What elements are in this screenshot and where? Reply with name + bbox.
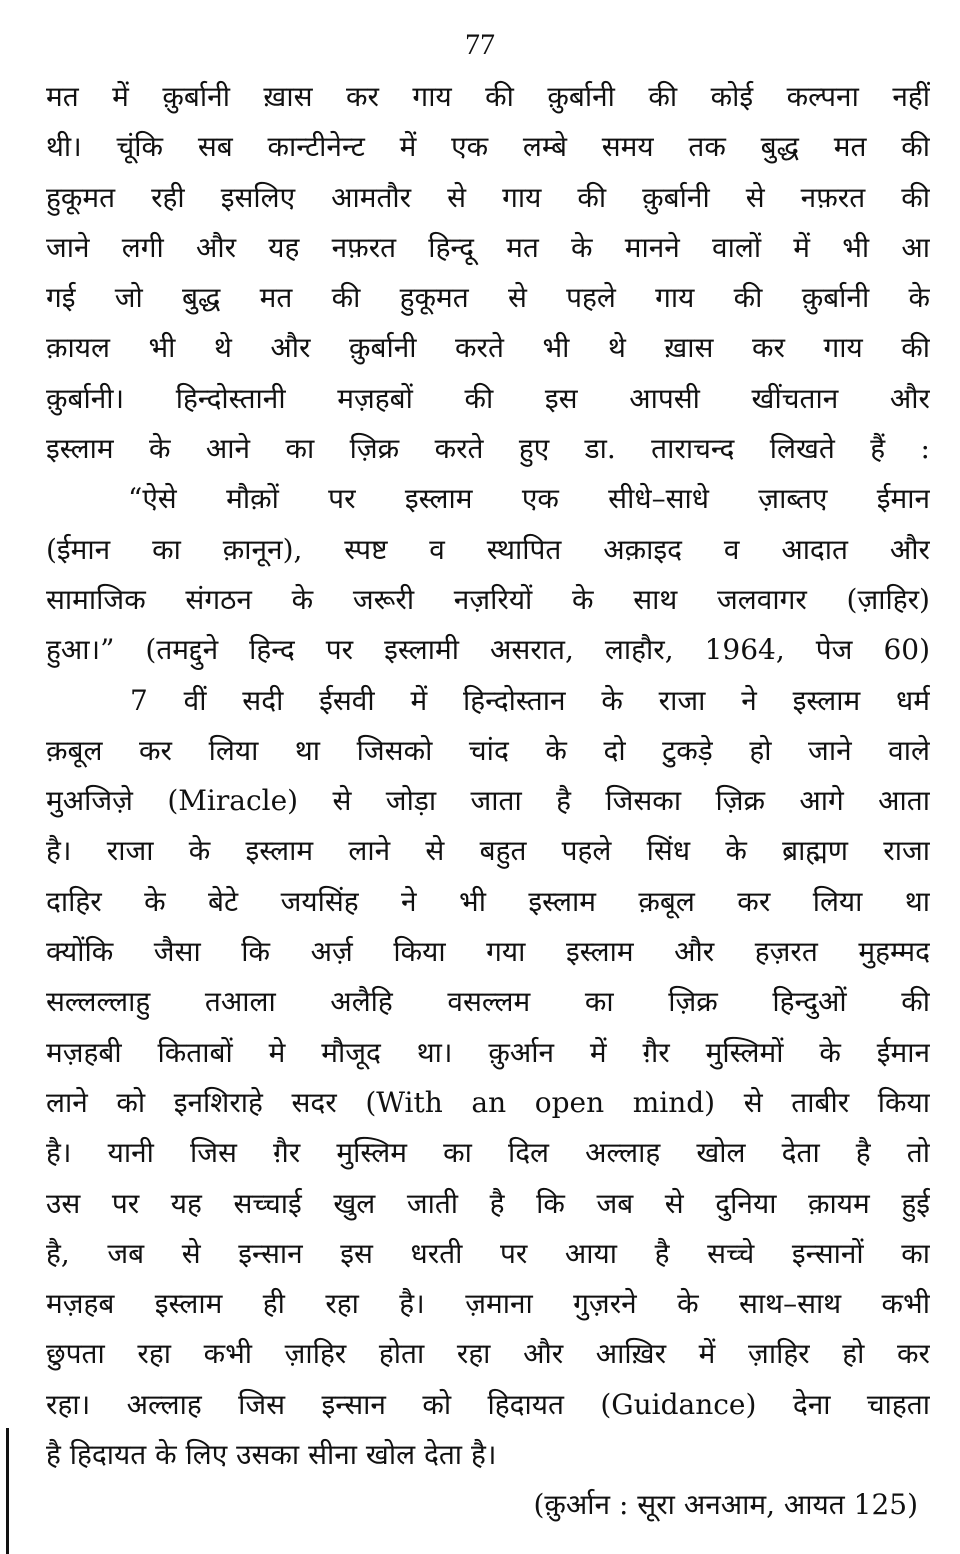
quote-line: सामाजिक संगठन के जरूरी नज़रियों के साथ जलवागर (ज़ाहिर) — [46, 582, 930, 616]
text-line: मत में क़ुर्बानी ख़ास कर गाय की क़ुर्बानी की कोई कल्पना नहीं — [46, 80, 930, 113]
paragraph-1 — [46, 72, 930, 474]
page-number: 77 — [465, 28, 495, 61]
text-line: उस पर यह सच्चाई खुल जाती है कि जब से दुनिया क़ायम हुई — [46, 1186, 930, 1220]
paragraph-2 — [46, 676, 930, 1481]
citation: (क़ुर्आन : सूरा अनआम, आयत 125) — [533, 1488, 918, 1522]
text-line: गई जो बुद्ध मत की हुकूमत से पहले गाय की क़ुर्बानी के — [46, 281, 930, 315]
text-line: सल्लल्लाहु तआला अलैहि वसल्लम का ज़िक्र हिन्दुओं की — [46, 985, 930, 1019]
text-line: क़बूल कर लिया था जिसको चांद के दो टुकड़े हो जाने वाले — [46, 733, 930, 767]
text-line: है, जब से इन्सान इस धरती पर आया है सच्चे इन्सानों का — [46, 1236, 930, 1270]
text-line: लाने को इनशिराहे सदर (With an open mind) से ताबीर किया — [46, 1085, 930, 1119]
text-line: क्योंकि जैसा कि अर्ज़ किया गया इस्लाम और हज़रत मुहम्मद — [46, 935, 930, 969]
text-line: क़ुर्बानी। हिन्दोस्तानी मज़हबों की इस आपसी खींचतान और — [46, 381, 930, 415]
text-line: है। यानी जिस ग़ैर मुस्लिम का दिल अल्लाह खोल देता है तो — [46, 1136, 930, 1170]
quote-line: (ईमान का क़ानून), स्पष्ट व स्थापित अक़ाइद व आदात और — [46, 532, 930, 566]
text-line: मज़हब इस्लाम ही रहा है। ज़माना गुज़रने के साथ–साथ कभी — [46, 1287, 930, 1321]
text-line: है। राजा के इस्लाम लाने से बहुत पहले सिंध के ब्राह्मण राजा — [46, 834, 930, 868]
text-line: दाहिर के बेटे जयसिंह ने भी इस्लाम क़बूल कर लिया था — [46, 884, 930, 918]
page-body — [46, 72, 930, 1531]
scan-margin-line — [6, 1428, 9, 1554]
quote-line: “ऐसे मौक़ों पर इस्लाम एक सीधे–साधे ज़ाब्तए ईमान — [128, 482, 930, 516]
text-line: क़ायल भी थे और क़ुर्बानी करते भी थे ख़ास कर गाय की — [46, 331, 930, 365]
block-quote — [46, 474, 930, 675]
text-line: है हिदायत के लिए उसका सीना खोल देता है। — [46, 1438, 497, 1472]
text-line: छुपता रहा कभी ज़ाहिर होता रहा और आख़िर में ज़ाहिर हो कर — [46, 1337, 930, 1371]
text-line: रहा। अल्लाह जिस इन्सान को हिदायत (Guidance) देना चाहता — [46, 1387, 930, 1421]
text-line: थी। चूंकि सब कान्टीनेन्ट में एक लम्बे समय तक बुद्ध मत की — [46, 130, 930, 164]
text-line: 7 वीं सदी ईसवी में हिन्दोस्तान के राजा ने इस्लाम धर्म — [130, 683, 930, 717]
text-line: इस्लाम के आने का ज़िक्र करते हुए डा. ताराचन्द लिखते हैं : — [46, 432, 930, 466]
quote-line: हुआ।” (तमद्दुने हिन्द पर इस्लामी असरात, लाहौर, 1964, पेज 60) — [46, 633, 930, 667]
text-line: मुअजिज़े (Miracle) से जोड़ा जाता है जिसका ज़िक्र आगे आता — [46, 784, 930, 818]
text-line: मज़हबी किताबों मे मौजूद था। क़ुर्आन में ग़ैर मुस्लिमों के ईमान — [46, 1035, 930, 1069]
text-line: जाने लगी और यह नफ़रत हिन्दू मत के मानने वालों में भी आ — [46, 230, 930, 264]
text-line: हुकूमत रही इसलिए आमतौर से गाय की क़ुर्बानी से नफ़रत की — [46, 180, 930, 214]
